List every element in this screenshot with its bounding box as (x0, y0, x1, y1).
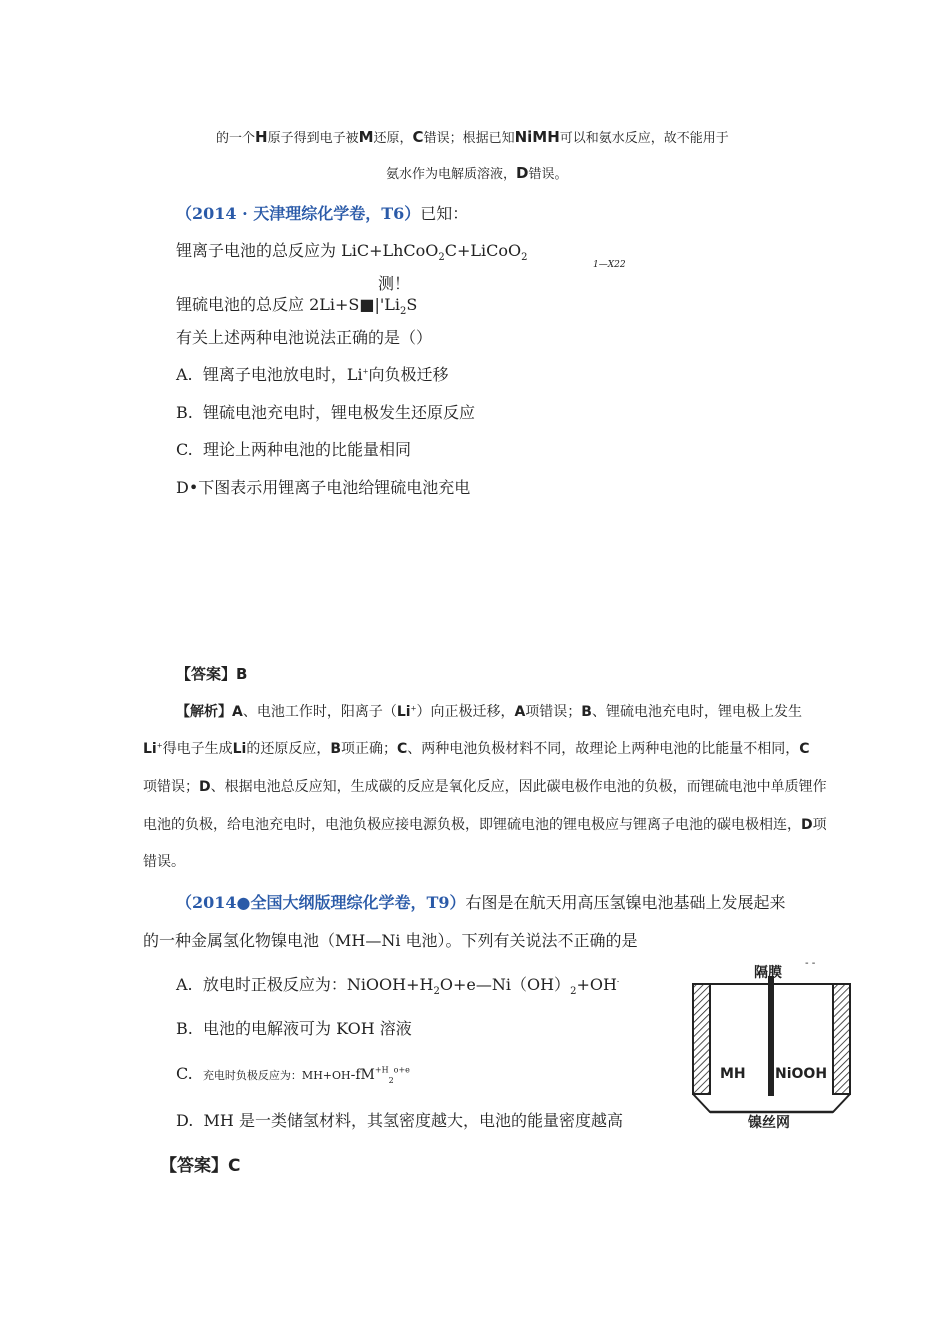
opt-a-label: A. (176, 365, 193, 384)
q2-stem-2: 的一种金属氢化物镍电池（MH—Ni 电池）。下列有关说法不正确的是 (143, 931, 638, 950)
prev1-run-7: NiMH (514, 128, 560, 146)
q1-reaction-1-under: 测！ (378, 274, 411, 293)
l2g: 项正确； (341, 741, 398, 757)
mesh-label: 镍丝网 (748, 1115, 790, 1131)
l2e: 的还原反应， (246, 741, 331, 757)
l2h: C (397, 741, 408, 757)
l1b: 、电池工作时，阳离子（ (242, 704, 397, 720)
q1-reaction-1-note: 1—X22 (593, 260, 626, 270)
a1-analysis-line-2 (143, 738, 810, 758)
q1-stem: 有关上述两种电池说法正确的是（） (176, 328, 433, 347)
prev1-run-5: C (412, 128, 424, 146)
membrane-label: 隔膜 (754, 965, 782, 981)
prev1-run-8: 可以和氨水反应，故不能用于 (559, 131, 729, 146)
prev2-run-0: 氨水作为电解质溶液， (386, 167, 517, 182)
prev1-run-0: 的一个 (216, 131, 256, 146)
a2-answer-value: C (228, 1156, 241, 1176)
q2-opt-a-mid2: —Ni（OH） (475, 975, 571, 994)
q2-source: （2014●全国大纲版理综化学卷，T9） (176, 893, 466, 912)
opt-a-pre: 锂离子电池放电时，Li (202, 365, 363, 384)
q2-opt-d-text: MH 是一类储氢材料，其氢密度越大，电池的能量密度越高 (203, 1111, 623, 1130)
rxn2-end: S (406, 295, 418, 314)
niooh-label: NiOOH (775, 1066, 828, 1082)
rxn1-sub2: 2 (521, 252, 528, 264)
q2-stem1-text: 右图是在航天用高压氢镍电池基础上发展起来 (465, 893, 786, 912)
opt-b-label: B. (176, 403, 193, 422)
a1-answer-label: 【答案】 (176, 665, 237, 683)
opt-c-text: 理论上两种电池的比能量相同 (202, 440, 411, 459)
q2-option-b (176, 1016, 412, 1039)
l3b: D (199, 779, 211, 795)
l1f: A (514, 704, 526, 720)
prev1-run-2: 原子得到电子被 (267, 131, 359, 146)
q2-opt-c-mid: -fM (350, 1067, 375, 1083)
l2b: + (156, 741, 163, 750)
l2c: 得电子生成 (162, 741, 233, 757)
q2-stem-1 (176, 890, 786, 913)
left-electrode (693, 984, 710, 1094)
prev2-run-2: 错误。 (528, 167, 568, 182)
q2-opt-c-pre: 充电时负极反应为：MH+OH (202, 1069, 351, 1082)
l2f: B (330, 741, 342, 757)
a1-analysis-line-1 (176, 701, 802, 721)
a1-answer-value: B (236, 665, 248, 683)
opt-a-post: 向负极迁移 (368, 365, 449, 384)
prev1-run-6: 错误；根据已知 (423, 131, 515, 146)
opt-a-sup: + (362, 367, 369, 376)
q1-intro: 已知： (420, 204, 469, 223)
l1g: 项错误； (525, 704, 582, 720)
q2-opt-b-text: 电池的电解液可为 KOH 溶液 (203, 1019, 412, 1038)
q2-opt-b-label: B. (176, 1019, 193, 1038)
l4a: 电池的负极，给电池充电时，电池负极应接电源负极，即锂硫电池的锂电极应与锂离子电池的碳电极相连， (143, 817, 801, 833)
rxn1-mid: C+LiCoO (444, 241, 522, 260)
l3c: 、根据电池总反应知，生成碳的反应是氧化反应，因此碳电极作电池的负极，而锂硫电池中单质锂作 (210, 779, 827, 795)
l1e: ）向正极迁移， (416, 704, 515, 720)
prev-line-2 (386, 163, 567, 182)
l2i: 、两种电池负极材料不同，故理论上两种电池的比能量不相同， (407, 741, 800, 757)
q2-opt-a-sub: 2 (433, 986, 440, 998)
a1-analysis-line-4 (143, 814, 827, 834)
q2-option-a (176, 972, 619, 997)
l3a: 项错误； (143, 779, 199, 795)
analysis-label: 【解析】 (176, 704, 232, 720)
q2-opt-c-label: C. (176, 1064, 193, 1083)
q1-source-text: （2014 · 天津理综化学卷，T6） (176, 204, 421, 223)
prev1-run-1: H (255, 128, 268, 146)
battery-diagram-svg (690, 962, 860, 1130)
cell-bottom (693, 1094, 850, 1112)
l1c: Li (396, 704, 411, 720)
q1-reaction-2 (176, 292, 417, 317)
q2-opt-a-label: A. (176, 975, 193, 994)
opt-c-label: C. (176, 440, 193, 459)
l1h: B (581, 704, 592, 720)
a1-analysis-line-3 (143, 776, 827, 796)
q2-opt-c-sup: +H (374, 1065, 389, 1075)
dashes: - - (805, 958, 816, 969)
l1a: A (232, 704, 243, 720)
rxn1-sub1: 2 (438, 252, 445, 264)
q1-option-c (176, 437, 411, 460)
right-electrode (833, 984, 850, 1094)
mh-label: MH (720, 1066, 746, 1082)
rxn2-text: 锂硫电池的总反应 2Li+S■|'Li (176, 295, 401, 314)
l4c: 项 (812, 817, 827, 833)
q2-opt-a-pre: 放电时正极反应为：NiOOH+H (202, 975, 434, 994)
prev-line-1 (216, 127, 729, 146)
rxn1-text: 锂离子电池的总反应为 LiC+LhCoO (176, 241, 439, 260)
q2-opt-a-sub2: 2 (570, 986, 577, 998)
opt-b-text: 锂硫电池充电时，锂电极发生还原反应 (203, 403, 476, 422)
prev1-run-3: M (358, 128, 374, 146)
q2-option-d (176, 1108, 623, 1131)
l1d: + (410, 704, 417, 713)
l2j: C (799, 741, 810, 757)
q1-reaction-1 (176, 238, 528, 263)
a2-answer-label: 【答案】 (160, 1156, 228, 1176)
q1-source (176, 201, 468, 224)
q2-opt-d-label: D. (176, 1111, 194, 1130)
a2-answer (160, 1151, 240, 1176)
battery-diagram (690, 958, 860, 1131)
q2-option-c (176, 1064, 410, 1085)
prev1-run-4: 还原， (373, 131, 413, 146)
l2a: Li (143, 741, 157, 757)
q2-opt-c-sup2: o+e (393, 1065, 410, 1075)
a1-answer (176, 663, 247, 684)
q1-option-a (176, 362, 448, 385)
rxn2-sub: 2 (400, 306, 407, 318)
q2-opt-a-mid: O+e (439, 975, 476, 994)
membrane (768, 976, 774, 1096)
q1-option-d: D•下图表示用锂离子电池给锂硫电池充电 (176, 478, 471, 497)
prev2-run-1: D (516, 164, 529, 182)
a1-analysis-line-5: 错误。 (143, 854, 185, 870)
q2-opt-c-sub: 2 (388, 1076, 394, 1086)
l1i: 、锂硫电池充电时，锂电极上发生 (591, 704, 802, 720)
l2d: Li (232, 741, 247, 757)
q2-opt-a-sup: - (616, 977, 620, 986)
q1-option-b (176, 400, 475, 423)
q2-opt-a-end: +OH (576, 975, 617, 994)
l4b: D (801, 817, 813, 833)
